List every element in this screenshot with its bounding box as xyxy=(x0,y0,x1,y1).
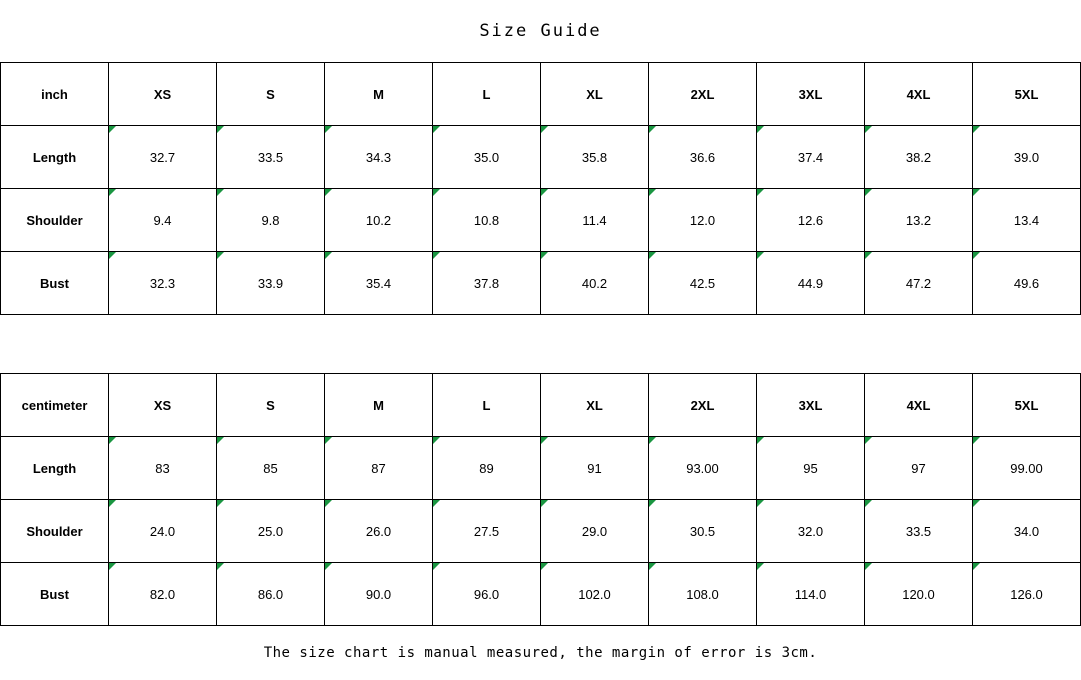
measure-cell: 86.0 xyxy=(217,563,325,626)
footer-note: The size chart is manual measured, the margin of error is 3cm. xyxy=(263,645,818,661)
measure-cell: 35.8 xyxy=(541,126,649,189)
measure-cell: 97 xyxy=(865,437,973,500)
column-header-size: M xyxy=(325,63,433,126)
column-header-size: S xyxy=(217,374,325,437)
column-header-size: 5XL xyxy=(973,374,1081,437)
row-label: Shoulder xyxy=(1,500,109,563)
measure-cell: 99.00 xyxy=(973,437,1081,500)
measure-cell: 114.0 xyxy=(757,563,865,626)
column-header-size: 3XL xyxy=(757,374,865,437)
measure-cell: 33.5 xyxy=(217,126,325,189)
measure-cell: 108.0 xyxy=(649,563,757,626)
row-label: Bust xyxy=(1,252,109,315)
measure-cell: 93.00 xyxy=(649,437,757,500)
measure-cell: 120.0 xyxy=(865,563,973,626)
measure-cell: 37.8 xyxy=(433,252,541,315)
measure-cell: 24.0 xyxy=(109,500,217,563)
row-label: Bust xyxy=(1,563,109,626)
measure-cell: 13.2 xyxy=(865,189,973,252)
measure-cell: 26.0 xyxy=(325,500,433,563)
measure-cell: 102.0 xyxy=(541,563,649,626)
column-header-size: 3XL xyxy=(757,63,865,126)
measure-cell: 42.5 xyxy=(649,252,757,315)
column-header-size: S xyxy=(217,63,325,126)
column-header-size: 2XL xyxy=(649,374,757,437)
measure-cell: 38.2 xyxy=(865,126,973,189)
measure-cell: 33.5 xyxy=(865,500,973,563)
measure-cell: 37.4 xyxy=(757,126,865,189)
measure-cell: 126.0 xyxy=(973,563,1081,626)
column-header-size: XL xyxy=(541,63,649,126)
measure-cell: 12.6 xyxy=(757,189,865,252)
row-label: Length xyxy=(1,437,109,500)
size-table-inch xyxy=(0,62,1081,315)
measure-cell: 91 xyxy=(541,437,649,500)
table-row xyxy=(1,563,1081,626)
measure-cell: 32.3 xyxy=(109,252,217,315)
measure-cell: 10.8 xyxy=(433,189,541,252)
measure-cell: 89 xyxy=(433,437,541,500)
size-table-centimeter xyxy=(0,373,1081,626)
measure-cell: 39.0 xyxy=(973,126,1081,189)
table-row xyxy=(1,252,1081,315)
table-separator xyxy=(0,315,1081,373)
table-row xyxy=(1,189,1081,252)
row-label: Shoulder xyxy=(1,189,109,252)
column-header-size: 4XL xyxy=(865,63,973,126)
measure-cell: 40.2 xyxy=(541,252,649,315)
column-header-size: XL xyxy=(541,374,649,437)
measure-cell: 82.0 xyxy=(109,563,217,626)
table-row xyxy=(1,437,1081,500)
measure-cell: 36.6 xyxy=(649,126,757,189)
page-title: Size Guide xyxy=(479,21,602,41)
measure-cell: 35.4 xyxy=(325,252,433,315)
column-header-size: 4XL xyxy=(865,374,973,437)
measure-cell: 30.5 xyxy=(649,500,757,563)
measure-cell: 35.0 xyxy=(433,126,541,189)
row-label: Length xyxy=(1,126,109,189)
column-header-size: 2XL xyxy=(649,63,757,126)
measure-cell: 12.0 xyxy=(649,189,757,252)
table-header-row xyxy=(1,63,1081,126)
measure-cell: 96.0 xyxy=(433,563,541,626)
table-row xyxy=(1,500,1081,563)
measure-cell: 34.0 xyxy=(973,500,1081,563)
unit-label-inch: inch xyxy=(1,63,109,126)
measure-cell: 85 xyxy=(217,437,325,500)
measure-cell: 11.4 xyxy=(541,189,649,252)
measure-cell: 34.3 xyxy=(325,126,433,189)
table-row xyxy=(1,126,1081,189)
unit-label-centimeter: centimeter xyxy=(1,374,109,437)
measure-cell: 25.0 xyxy=(217,500,325,563)
column-header-size: L xyxy=(433,374,541,437)
column-header-size: M xyxy=(325,374,433,437)
measure-cell: 33.9 xyxy=(217,252,325,315)
measure-cell: 87 xyxy=(325,437,433,500)
measure-cell: 29.0 xyxy=(541,500,649,563)
column-header-size: XS xyxy=(109,374,217,437)
measure-cell: 32.0 xyxy=(757,500,865,563)
measure-cell: 49.6 xyxy=(973,252,1081,315)
measure-cell: 44.9 xyxy=(757,252,865,315)
measure-cell: 10.2 xyxy=(325,189,433,252)
measure-cell: 9.8 xyxy=(217,189,325,252)
measure-cell: 13.4 xyxy=(973,189,1081,252)
column-header-size: L xyxy=(433,63,541,126)
measure-cell: 95 xyxy=(757,437,865,500)
measure-cell: 9.4 xyxy=(109,189,217,252)
measure-cell: 83 xyxy=(109,437,217,500)
measure-cell: 27.5 xyxy=(433,500,541,563)
column-header-size: 5XL xyxy=(973,63,1081,126)
table-header-row xyxy=(1,374,1081,437)
measure-cell: 47.2 xyxy=(865,252,973,315)
measure-cell: 32.7 xyxy=(109,126,217,189)
measure-cell: 90.0 xyxy=(325,563,433,626)
column-header-size: XS xyxy=(109,63,217,126)
